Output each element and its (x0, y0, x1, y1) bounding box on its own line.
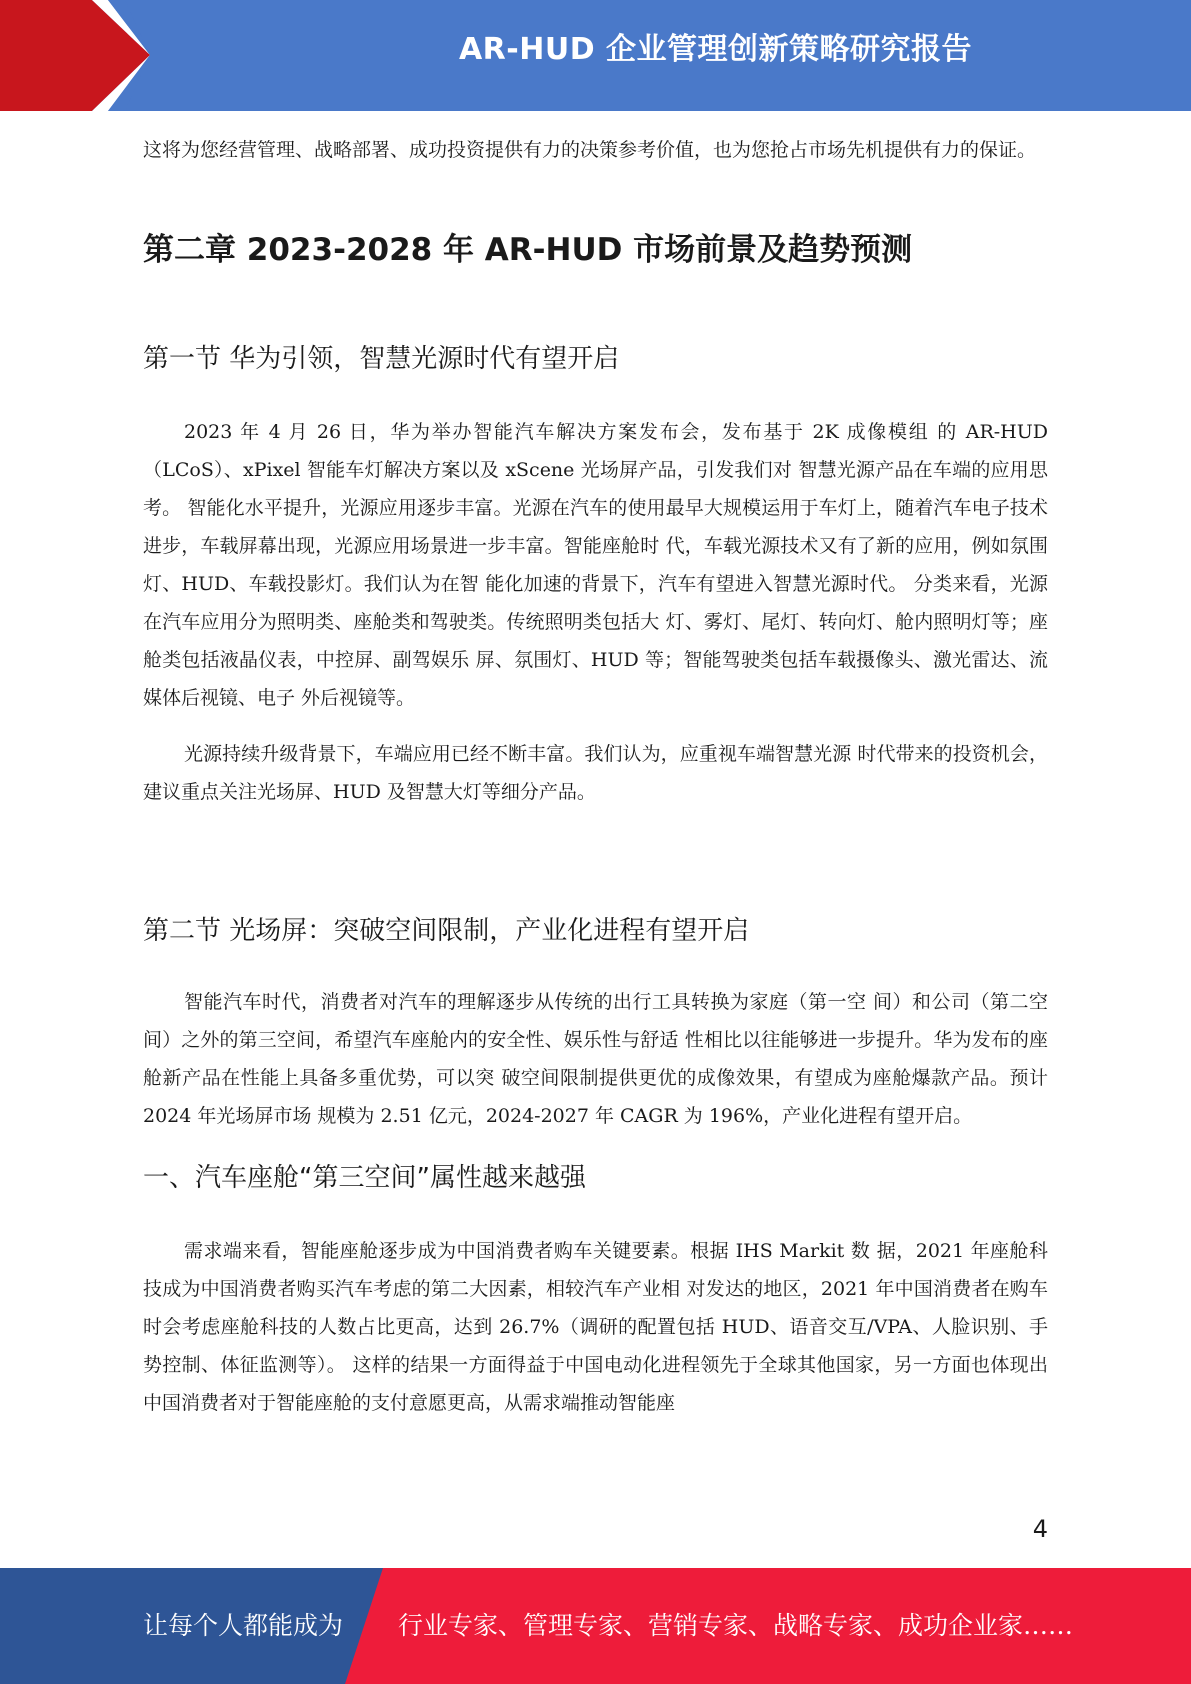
section-1-paragraph-1: 2023 年 4 月 26 日，华为举办智能汽车解决方案发布会，发布基于 2K 成像模组 的 AR-HUD（LCoS）、xPixel 智能车灯解决方案以及 xScene 光场屏产品，引发我们对 智慧光源产品在车端的应用思考。 智能化水平提升，光源应用逐步丰富。光源在汽车的使用最早大规模运用于车灯上，随着汽车电子技术进步，车载屏幕出现，光源应用场景进一步丰富。智能座舱时 代，车载光源技术又有了新的应用，例如氛围灯、HUD、车载投影灯。我们认为在智 能化加速的背景下，汽车有望进入智慧光源时代。 分类来看，光源在汽车应用分为照明类、座舱类和驾驶类。传统照明类包括大 灯、雾灯、尾灯、转向灯、舱内照明灯等；座舱类包括液晶仪表，中控屏、副驾娱乐 屏、氛围灯、HUD 等；智能驾驶类包括车载摄像头、激光雷达、流媒体后视镜、电子 外后视镜等。 (143, 421, 1048, 709)
header-arrow-graphic (0, 0, 300, 111)
section-2-paragraph-1: 智能汽车时代，消费者对汽车的理解逐步从传统的出行工具转换为家庭（第一空 间）和公司（第二空间）之外的第三空间，希望汽车座舱内的安全性、娱乐性与舒适 性相比以往能够进一步提升。华为发布的座舱新产品在性能上具备多重优势，可以突 破空间限制提供更优的成像效果，有望成为座舱爆款产品。预计 2024 年光场屏市场 规模为 2.51 亿元，2024-2027 年 CAGR 为 196%，产业化进程有望开启。 (143, 991, 1048, 1127)
section-1-paragraph-2: 光源持续升级背景下，车端应用已经不断丰富。我们认为，应重视车端智慧光源 时代带来的投资机会，建议重点关注光场屏、HUD 及智慧大灯等细分产品。 (143, 743, 1048, 803)
page-content (143, 131, 1048, 1422)
chapter-title: 第二章 2023-2028 年 AR-HUD 市场前景及趋势预测 (143, 232, 913, 268)
footer-slogan-right: 行业专家、管理专家、营销专家、战略专家、成功企业家…… (398, 1611, 1074, 1640)
subsection-1-title: 一、汽车座舱“第三空间”属性越来越强 (143, 1163, 586, 1193)
section-1-title: 第一节 华为引领，智慧光源时代有望开启 (143, 344, 620, 374)
section-2-title: 第二节 光场屏：突破空间限制，产业化进程有望开启 (143, 916, 750, 946)
subsection-1-paragraph-1: 需求端来看，智能座舱逐步成为中国消费者购车关键要素。根据 IHS Markit 数 据，2021 年座舱科技成为中国消费者购买汽车考虑的第二大因素，相较汽车产业相 对发达的地区，2021 年中国消费者在购车时会考虑座舱科技的人数占比更高，达到 26.7%（调研的配置包括 HUD、语音交互/VPA、人脸识别、手势控制、体征监测等）。 这样的结果一方面得益于中国电动化进程领先于全球其他国家，另一方面也体现出 中国消费者对于智能座舱的支付意愿更高，从需求端推动智能座 (143, 1240, 1048, 1414)
report-title: AR-HUD 企业管理创新策略研究报告 (458, 32, 973, 67)
page-header (0, 0, 1191, 111)
page-footer (0, 1568, 1191, 1684)
page-number: 4 (1032, 1515, 1048, 1543)
footer-slogan-left: 让每个人都能成为 (143, 1611, 344, 1640)
intro-paragraph: 这将为您经营管理、战略部署、成功投资提供有力的决策参考价值，也为您抢占市场先机提供有力的保证。 (143, 139, 1037, 161)
